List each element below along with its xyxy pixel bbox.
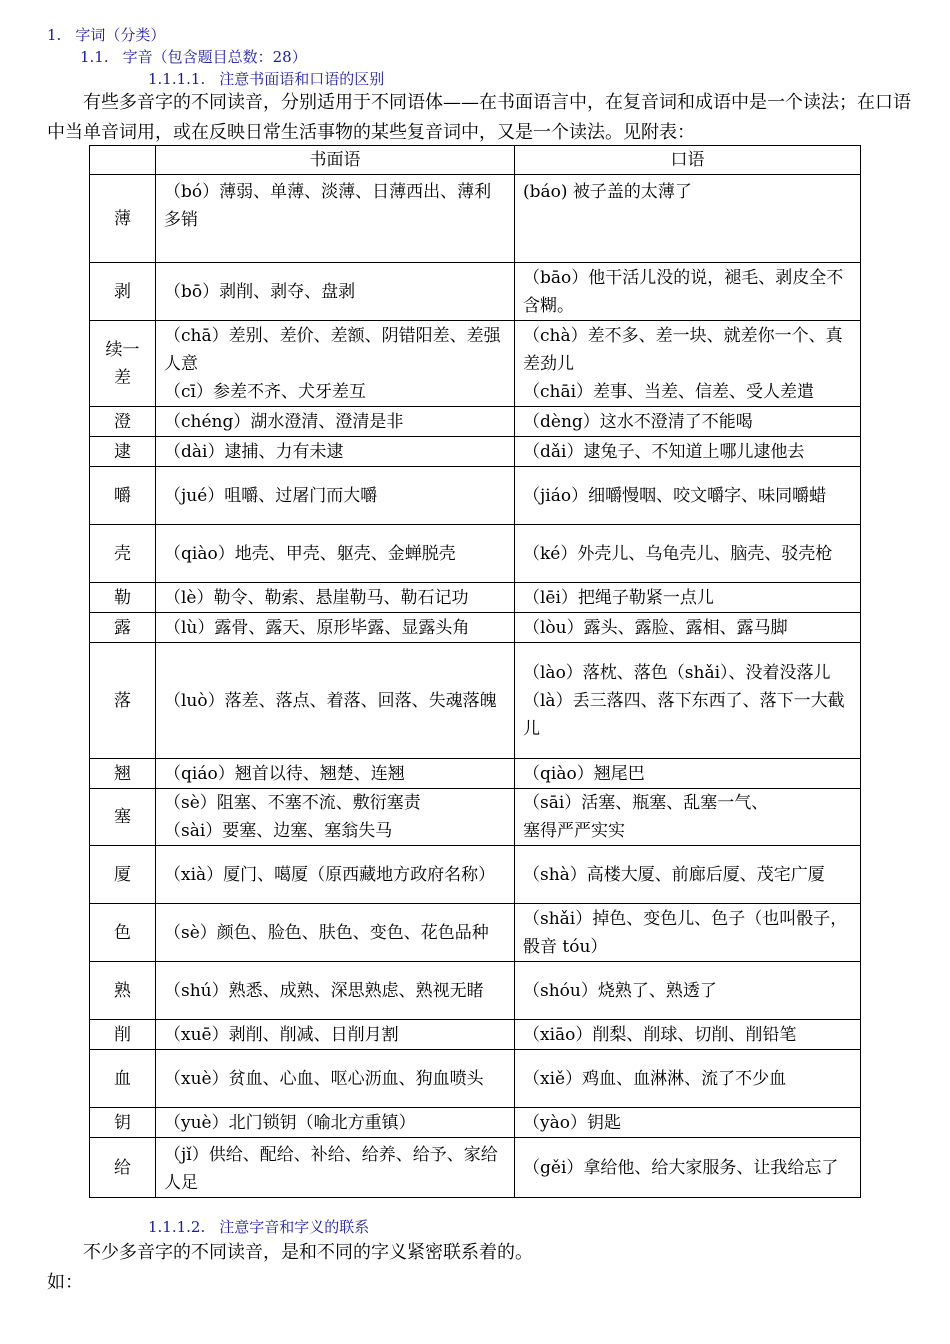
row-spoken	[515, 904, 861, 962]
table-row	[90, 789, 861, 846]
written-text: （sè）颜色、脸色、肤色、变色、花色品种	[164, 922, 489, 943]
spoken-text: （dǎi）逮兔子、不知道上哪儿逮他去	[523, 441, 805, 462]
table-row	[90, 583, 861, 613]
written-text: （xià）厦门、噶厦（原西藏地方政府名称）	[164, 864, 496, 885]
table-row	[90, 904, 861, 962]
row-written	[156, 467, 515, 525]
row-character: 给	[90, 1138, 156, 1198]
row-written	[156, 904, 515, 962]
table-row	[90, 759, 861, 789]
row-character: 钥	[90, 1108, 156, 1138]
written-text: （chā）差别、差价、差额、阴错阳差、差强人意	[164, 325, 501, 374]
row-character: 勒	[90, 583, 156, 613]
row-character: 露	[90, 613, 156, 643]
row-written	[156, 1138, 515, 1198]
spoken-text: 塞得严严实实	[523, 821, 625, 841]
written-text: （jué）咀嚼、过屠门而大嚼	[164, 485, 378, 506]
row-spoken	[515, 175, 861, 263]
row-written	[156, 1020, 515, 1050]
table-row	[90, 1020, 861, 1050]
written-text: （jǐ）供给、配给、补给、给养、给予、家给人足	[164, 1145, 498, 1193]
spoken-text: （lòu）露头、露脸、露相、露马脚	[523, 617, 788, 638]
table-row	[90, 1108, 861, 1138]
row-character: 塞	[90, 789, 156, 846]
table-row	[90, 613, 861, 643]
written-text: （luò）落差、落点、着落、回落、失魂落魄	[164, 690, 497, 711]
row-character: 逮	[90, 437, 156, 467]
row-written	[156, 846, 515, 904]
row-character: 色	[90, 904, 156, 962]
written-text: （chéng）湖水澄清、澄清是非	[164, 411, 404, 432]
table-row	[90, 467, 861, 525]
row-character: 嚼	[90, 467, 156, 525]
written-text: （dài）逮捕、力有未逮	[164, 441, 344, 462]
row-written	[156, 962, 515, 1020]
row-written	[156, 175, 515, 263]
header-written: 书面语	[156, 146, 515, 175]
heading-level-1: 1. 字词（分类）	[47, 26, 166, 44]
spoken-text: （xiě）鸡血、血淋淋、流了不少血	[523, 1068, 787, 1089]
written-text: （shú）熟悉、成熟、深思熟虑、熟视无睹	[164, 980, 484, 1001]
pronunciation-table	[89, 145, 861, 1198]
row-spoken	[515, 1108, 861, 1138]
row-written	[156, 407, 515, 437]
table-row	[90, 1138, 861, 1198]
written-text: （qiào）地壳、甲壳、躯壳、金蝉脱壳	[164, 543, 456, 564]
table-row	[90, 643, 861, 759]
spoken-text: （lēi）把绳子勒紧一点儿	[523, 587, 714, 608]
spoken-text: （yào）钥匙	[523, 1112, 621, 1133]
spoken-text: （chāi）差事、当差、信差、受人差遣	[523, 381, 815, 402]
written-text: （yuè）北门锁钥（喻北方重镇）	[164, 1112, 416, 1133]
row-written	[156, 525, 515, 583]
row-character: 熟	[90, 962, 156, 1020]
spoken-text: （là）丢三落四、落下东西了、落下一大截儿	[523, 690, 845, 739]
row-spoken	[515, 1050, 861, 1108]
row-character: 澄	[90, 407, 156, 437]
row-written	[156, 263, 515, 321]
row-character: 续一差	[90, 321, 156, 407]
row-spoken	[515, 846, 861, 904]
table-row	[90, 263, 861, 321]
row-written	[156, 613, 515, 643]
spoken-text: （ké）外壳儿、乌龟壳儿、脑壳、驳壳枪	[523, 543, 833, 564]
spoken-text: （qiào）翘尾巴	[523, 763, 645, 784]
row-written	[156, 321, 515, 407]
row-written	[156, 759, 515, 789]
row-spoken	[515, 1138, 861, 1198]
row-spoken	[515, 789, 861, 846]
row-spoken	[515, 467, 861, 525]
table-row	[90, 407, 861, 437]
row-spoken	[515, 613, 861, 643]
heading-level-3-second: 1.1.1.2. 注意字音和字义的联系	[148, 1218, 370, 1236]
written-text: （xuē）剥削、削减、日削月割	[164, 1024, 399, 1045]
paragraph-two: 不少多音字的不同读音，是和不同的字义紧密联系着的。	[83, 1242, 533, 1263]
row-spoken	[515, 643, 861, 759]
written-text: （lù）露骨、露天、原形毕露、显露头角	[164, 617, 470, 638]
row-character: 厦	[90, 846, 156, 904]
row-character: 落	[90, 643, 156, 759]
spoken-text: (báo) 被子盖的太薄了	[523, 182, 692, 202]
row-written	[156, 1050, 515, 1108]
spoken-text: （dèng）这水不澄清了不能喝	[523, 411, 753, 432]
row-character: 薄	[90, 175, 156, 263]
row-written	[156, 789, 515, 846]
row-spoken	[515, 962, 861, 1020]
spoken-text: （sāi）活塞、瓶塞、乱塞一气、	[523, 793, 769, 813]
written-text: （sài）要塞、边塞、塞翁失马	[164, 821, 393, 841]
table-row	[90, 525, 861, 583]
row-spoken	[515, 583, 861, 613]
spoken-text: （xiāo）削梨、削球、切削、削铅笔	[523, 1024, 797, 1045]
row-character: 翘	[90, 759, 156, 789]
row-character: 壳	[90, 525, 156, 583]
row-written	[156, 1108, 515, 1138]
paragraph-three: 如：	[47, 1272, 83, 1293]
spoken-text: （lào）落枕、落色（shǎi）、没着没落儿	[523, 662, 831, 683]
table-row	[90, 321, 861, 407]
row-spoken	[515, 321, 861, 407]
row-spoken	[515, 525, 861, 583]
written-text: （cī）参差不齐、犬牙差互	[164, 381, 366, 402]
table-row	[90, 437, 861, 467]
written-text: （bō）剥削、剥夺、盘剥	[164, 281, 356, 302]
row-character: 削	[90, 1020, 156, 1050]
table-row	[90, 846, 861, 904]
row-spoken	[515, 407, 861, 437]
row-spoken	[515, 759, 861, 789]
header-spoken: 口语	[515, 146, 861, 175]
intro-paragraph: 有些多音字的不同读音，分别适用于不同语体——在书面语言中，在复音词和成语中是一个读法；在口语中当单音词用，或在反映日常生活事物的某些复音词中，又是一个读法。见附表：	[47, 92, 911, 143]
heading-level-2: 1.1. 字音（包含题目总数：28）	[80, 48, 307, 66]
row-spoken	[515, 263, 861, 321]
table-row	[90, 1050, 861, 1108]
heading-level-3: 1.1.1.1. 注意书面语和口语的区别	[148, 70, 385, 88]
table-row	[90, 175, 861, 263]
spoken-text: （shóu）烧熟了、熟透了	[523, 980, 717, 1001]
written-text: （lè）勒令、勒索、悬崖勒马、勒石记功	[164, 587, 469, 608]
row-character: 血	[90, 1050, 156, 1108]
spoken-text: （jiáo）细嚼慢咽、咬文嚼字、味同嚼蜡	[523, 485, 827, 506]
written-text: （xuè）贫血、心血、呕心沥血、狗血喷头	[164, 1068, 484, 1089]
row-spoken	[515, 1020, 861, 1050]
spoken-text: （bāo）他干活儿没的说，褪毛、剥皮全不含糊。	[523, 267, 844, 316]
row-written	[156, 643, 515, 759]
spoken-text: （shà）高楼大厦、前廊后厦、茂宅广厦	[523, 864, 825, 885]
table-header-row	[90, 146, 861, 175]
row-character: 剥	[90, 263, 156, 321]
written-text: （bó）薄弱、单薄、淡薄、日薄西出、薄利多销	[164, 182, 492, 230]
table-row	[90, 962, 861, 1020]
row-written	[156, 583, 515, 613]
row-written	[156, 437, 515, 467]
spoken-text: （shǎi）掉色、变色儿、色子（也叫骰子，骰音 tóu）	[523, 908, 848, 957]
row-spoken	[515, 437, 861, 467]
spoken-text: （gěi）拿给他、给大家服务、让我给忘了	[523, 1157, 839, 1178]
spoken-text: （chà）差不多、差一块、就差你一个、真差劲儿	[523, 325, 843, 374]
written-text: （sè）阻塞、不塞不流、敷衍塞责	[164, 793, 421, 813]
written-text: （qiáo）翘首以待、翘楚、连翘	[164, 763, 405, 784]
header-corner	[90, 146, 156, 175]
